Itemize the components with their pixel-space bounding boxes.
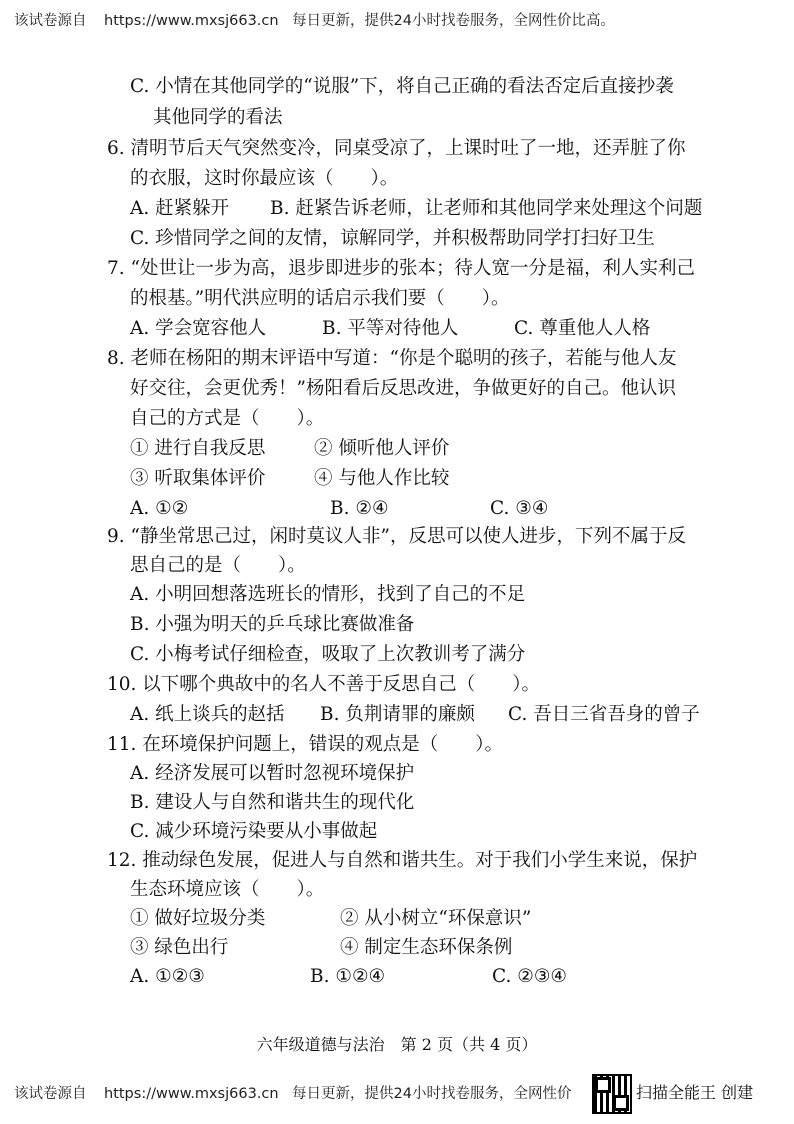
q9-option-b: B. 小强为明天的乒乓球比赛做准备 (130, 614, 415, 635)
q11-option-a: A. 经济发展可以暂时忽视环境保护 (130, 763, 415, 784)
watermark-url[interactable]: https://www.mxsj663.cn (104, 13, 279, 29)
q8-statement-3: ③ 听取集体评价 (130, 468, 266, 489)
q10-option-a: A. 纸上谈兵的赵括 (130, 704, 285, 725)
qr-code-icon (592, 1074, 632, 1114)
q9-stem-line2: 思自己的是（ ）。 (130, 555, 306, 576)
q12-statement-3: ③ 绿色出行 (130, 937, 229, 958)
q9-option-a: A. 小明回想落选班长的情形，找到了自己的不足 (130, 584, 526, 605)
q12-option-b: B. ①②④ (310, 966, 386, 987)
q8-stem-line2: 好交往，会更优秀！”杨阳看后反思改进，争做更好的自己。他认识 (130, 378, 676, 399)
q9-stem-line1: 9. “静坐常思己过，闲时莫议人非”，反思可以使人进步，下列不属于反 (107, 526, 686, 547)
q8-option-b: B. ②④ (330, 498, 389, 519)
q12-statement-2: ② 从小树立“环保意识” (340, 908, 532, 929)
q11-option-c: C. 减少环境污染要从小事做起 (130, 821, 378, 842)
q7-option-a: A. 学会宽容他人 (130, 318, 267, 339)
q12-stem-line1: 12. 推动绿色发展，促进人与自然和谐共生。对于我们小学生来说，保护 (107, 850, 698, 871)
watermark-site-name: 该试卷源自 (14, 1086, 87, 1102)
page-footer: 六年级道德与法治 第 2 页（共 4 页） (256, 1035, 538, 1054)
q7-option-c: C. 尊重他人人格 (514, 318, 651, 339)
q12-statement-1: ① 做好垃圾分类 (130, 908, 266, 929)
q10-option-c: C. 吾日三省吾身的曾子 (508, 704, 700, 725)
q11-option-b: B. 建设人与自然和谐共生的现代化 (130, 792, 415, 813)
q8-statement-1: ① 进行自我反思 (130, 438, 266, 459)
q10-option-b: B. 负荆请罪的廉颇 (320, 704, 475, 725)
q8-stem-line1: 8. 老师在杨阳的期末评语中写道：“你是个聪明的孩子，若能与他人友 (107, 348, 677, 369)
q8-option-a: A. ①② (130, 498, 189, 519)
q8-statement-4: ④ 与他人作比较 (314, 468, 450, 489)
q6-stem-line1: 6. 清明节后天气突然变冷，同桌受凉了，上课时吐了一地，还弄脏了你 (107, 138, 686, 159)
q6-option-b: B. 赶紧告诉老师，让老师和其他同学来处理这个问题 (270, 198, 703, 219)
watermark-url[interactable]: https://www.mxsj663.cn (104, 1086, 279, 1102)
q9-option-c: C. 小梅考试仔细检查，吸取了上次教训考了满分 (130, 644, 526, 665)
q6-stem-line2: 的衣服，这时你最应该（ ）。 (130, 168, 399, 189)
q7-stem-line2: 的根基。”明代洪应明的话启示我们要（ ）。 (130, 288, 510, 309)
watermark-site-name: 该试卷源自 (14, 13, 87, 29)
q10-stem: 10. 以下哪个典故中的名人不善于反思自己（ ）。 (107, 674, 541, 695)
q7-option-b: B. 平等对待他人 (322, 318, 459, 339)
q12-stem-line2: 生态环境应该（ ）。 (130, 879, 325, 900)
q5-option-c-line2: 其他同学的看法 (153, 107, 283, 128)
q5-option-c-line1: C. 小情在其他同学的“说服”下，将自己正确的看法否定后直接抄袭 (130, 76, 674, 97)
q12-option-c: C. ②③④ (492, 966, 568, 987)
watermark-slogan: 每日更新，提供24小时找卷服务，全网性价 (292, 1086, 572, 1102)
q12-statement-4: ④ 制定生态环保条例 (340, 937, 513, 958)
q8-statement-2: ② 倾听他人评价 (314, 438, 450, 459)
q7-stem-line1: 7. “处世让一步为高，退步即进步的张本；待人宽一分是福，利人实利己 (107, 258, 695, 279)
watermark-slogan: 每日更新，提供24小时找卷服务，全网性价比高。 (292, 13, 615, 29)
q8-option-c: C. ③④ (490, 498, 549, 519)
q6-option-a: A. 赶紧躲开 (130, 198, 230, 219)
q8-stem-line3: 自己的方式是（ ）。 (130, 408, 325, 429)
scanner-label: 扫描全能王 创建 (636, 1083, 754, 1102)
q6-option-c: C. 珍惜同学之间的友情，谅解同学，并积极帮助同学打扫好卫生 (130, 228, 655, 249)
q12-option-a: A. ①②③ (130, 966, 205, 987)
q11-stem: 11. 在环境保护问题上，错误的观点是（ ）。 (107, 734, 504, 755)
